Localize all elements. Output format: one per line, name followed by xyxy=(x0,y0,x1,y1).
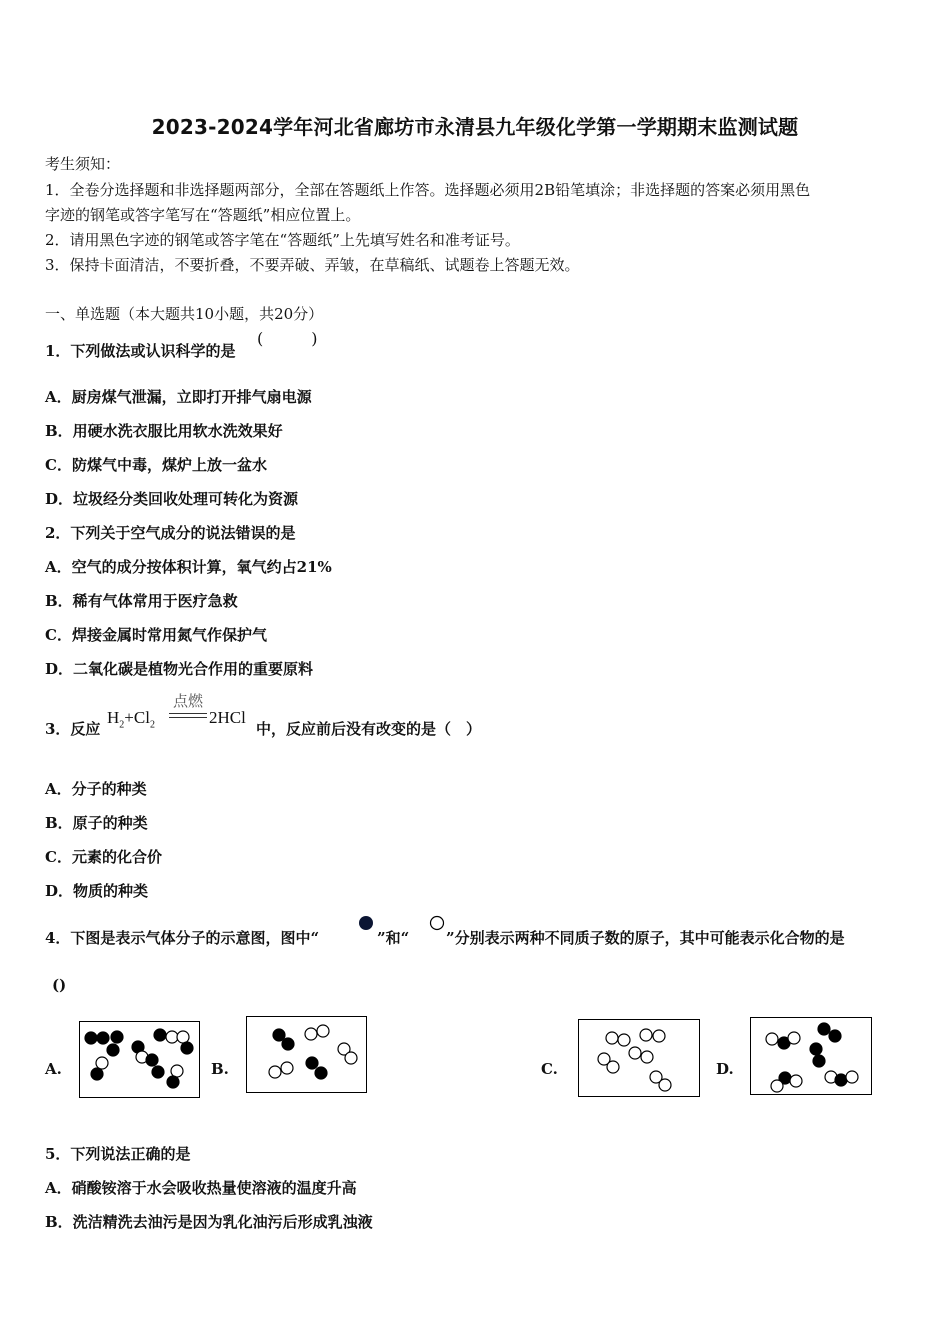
molecule-diagram-c xyxy=(578,1019,700,1097)
question-3-option-c: C．元素的化合价 xyxy=(45,848,162,866)
light-atom-icon xyxy=(428,914,446,932)
diagram-label-a: A. xyxy=(45,1060,62,1078)
diagram-label-c: C. xyxy=(541,1060,558,1078)
notice-item: 2．请用黑色字迹的钢笔或答字笔在“答题纸”上先填写姓名和准考证号。 xyxy=(45,231,520,249)
page-title: 2023-2024学年河北省廊坊市永清县九年级化学第一学期期末监测试题 xyxy=(151,115,799,139)
question-4-paren: () xyxy=(52,976,67,994)
notice-item: 1．全卷分选择题和非选择题两部分，全部在答题纸上作答。选择题必须用2B铅笔填涂；非选择题的答案必须用黑色 xyxy=(45,181,811,199)
equals-line-bottom xyxy=(169,717,207,718)
question-2-option-c: C．焊接金属时常用氮气作保护气 xyxy=(45,626,267,644)
notice-item: 字迹的钢笔或答字笔写在“答题纸”相应位置上。 xyxy=(45,206,361,224)
question-1-option-a: A．厨房煤气泄漏，立即打开排气扇电源 xyxy=(45,388,312,406)
question-4-stem-mid: ”和“ xyxy=(377,929,410,947)
equals-line-top xyxy=(169,713,207,714)
diagram-label-b: B. xyxy=(211,1060,229,1078)
question-1-stem: 1．下列做法或认识科学的是 xyxy=(45,342,236,360)
section-heading: 一、单选题（本大题共10小题，共20分） xyxy=(45,305,324,323)
question-1-paren: ( ) xyxy=(257,329,318,348)
notice-item: 3．保持卡面清洁，不要折叠，不要弄破、弄皱，在草稿纸、试题卷上答题无效。 xyxy=(45,256,580,274)
question-3-option-d: D．物质的种类 xyxy=(45,882,149,900)
question-3-option-a: A．分子的种类 xyxy=(45,780,147,798)
dark-atom-icon xyxy=(357,914,375,932)
molecule-diagram-a xyxy=(79,1021,200,1098)
question-2-option-d: D．二氧化碳是植物光合作用的重要原料 xyxy=(45,660,314,678)
reaction-condition: 点燃 xyxy=(172,692,203,710)
question-3-option-b: B．原子的种类 xyxy=(45,814,148,832)
question-2-option-a: A．空气的成分按体积计算，氧气约占21% xyxy=(45,558,332,576)
diagram-label-d: D. xyxy=(716,1060,734,1078)
molecule-diagram-b xyxy=(246,1016,367,1093)
reaction-product: 2HCl xyxy=(209,708,246,727)
question-5-option-b: B．洗洁精洗去油污是因为乳化油污后形成乳浊液 xyxy=(45,1213,373,1231)
question-4-stem-end: ”分别表示两种不同质子数的原子，其中可能表示化合物的是 xyxy=(446,929,845,947)
notice-heading: 考生须知： xyxy=(45,155,121,173)
question-5-option-a: A．硝酸铵溶于水会吸收热量使溶液的温度升高 xyxy=(45,1179,357,1197)
question-2-stem: 2．下列关于空气成分的说法错误的是 xyxy=(45,524,296,542)
question-4-stem-start: 4．下图是表示气体分子的示意图，图中“ xyxy=(45,929,320,947)
question-5-stem: 5．下列说法正确的是 xyxy=(45,1145,191,1163)
question-3-prefix: 3．反应 xyxy=(45,720,101,738)
question-1-option-b: B．用硬水洗衣服比用软水洗效果好 xyxy=(45,422,283,440)
question-3-suffix: 中，反应前后没有改变的是（ ） xyxy=(256,720,482,738)
reaction-reactants: $H_2+Cl_2$ xyxy=(107,708,155,731)
molecule-diagram-d xyxy=(750,1017,872,1095)
question-2-option-b: B．稀有气体常用于医疗急救 xyxy=(45,592,238,610)
question-1-option-d: D．垃圾经分类回收处理可转化为资源 xyxy=(45,490,299,508)
question-1-option-c: C．防煤气中毒，煤炉上放一盆水 xyxy=(45,456,267,474)
